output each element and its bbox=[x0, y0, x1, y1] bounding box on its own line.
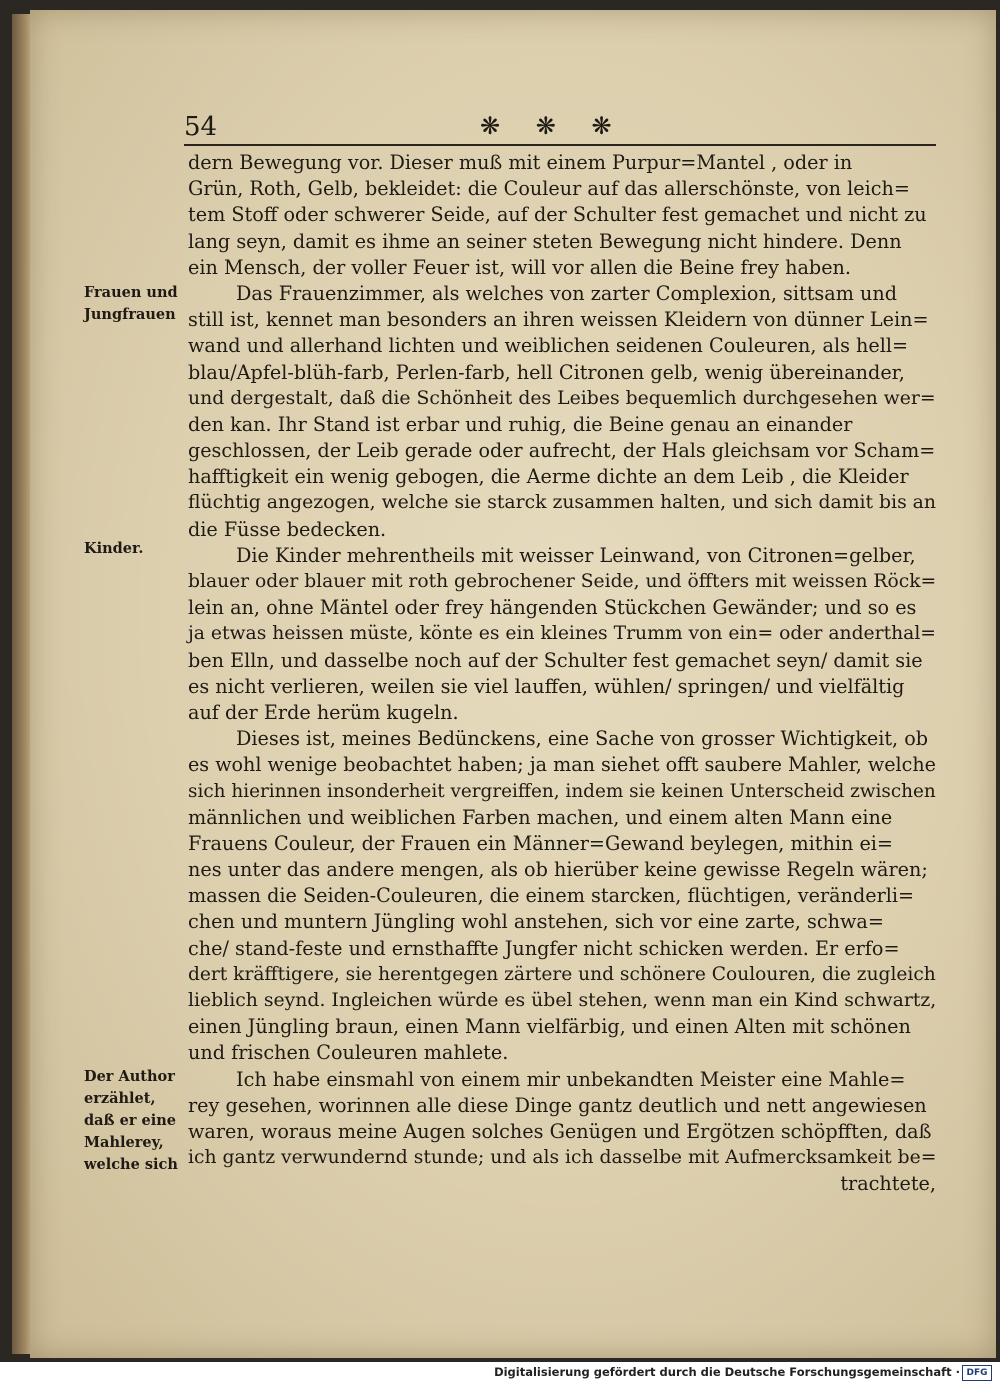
text-line: lang seyn, damit es ihme an seiner steten Bewegung nicht hindere. Denn bbox=[188, 229, 902, 253]
text-line: still ist, kennet man besonders an ihren weissen Kleidern von dünner Lein= bbox=[188, 308, 929, 332]
text-line: geschlossen, der Leib gerade oder aufrecht, der Hals gleichsam vor Scham= bbox=[188, 439, 936, 463]
text-line: chen und muntern Jüngling wohl anstehen, sich vor eine zarte, schwa= bbox=[188, 910, 884, 934]
text-line: ein Mensch, der voller Feuer ist, will vor allen die Beine frey haben. bbox=[188, 255, 852, 279]
margin-note-line: Jungfrauen bbox=[84, 306, 176, 323]
text-line: sich hierinnen insonderheit vergreiffen, indem sie keinen Unterscheid zwischen bbox=[188, 780, 936, 802]
text-line: und dergestalt, daß die Schönheit des Leibes bequemlich durchgesehen wer= bbox=[188, 387, 936, 409]
margin-note-line: Der Author bbox=[84, 1068, 175, 1085]
margin-note-frauen bbox=[84, 282, 184, 326]
header-ornaments: ❋ ❋ ❋ bbox=[480, 112, 626, 140]
text-line: lieblich seynd. Ingleichen würde es übel stehen, wenn man ein Kind schwartz, bbox=[188, 990, 937, 1011]
text-line: dern Bewegung vor. Dieser muß mit einem Purpur=Mantel , oder in bbox=[188, 151, 853, 174]
margin-note-line: Kinder. bbox=[84, 540, 144, 557]
text-line: hafftigkeit ein wenig gebogen, die Aerme dichte an dem Leib , die Kleider bbox=[188, 465, 909, 489]
text-line: blau/Apfel-blüh-farb, Perlen-farb, hell Citronen gelb, wenig übereinander, bbox=[188, 360, 905, 384]
text-line: Ich habe einsmahl von einem mir unbekandten Meister eine Mahle= bbox=[236, 1067, 906, 1091]
text-line: Die Kinder mehrentheils mit weisser Leinwand, von Citronen=gelber, bbox=[236, 543, 916, 567]
text-line: es nicht verlieren, weilen sie viel lauffen, wühlen/ springen/ und vielfältig bbox=[188, 674, 905, 698]
page-header bbox=[184, 112, 936, 146]
text-line: rey gesehen, worinnen alle diese Dinge gantz deutlich und nett angewiesen bbox=[188, 1093, 927, 1117]
text-line: waren, woraus meine Augen solches Genügen und Ergötzen schöpfften, daß bbox=[188, 1119, 932, 1143]
text-line: ben Elln, und dasselbe noch auf der Schulter fest gemachet seyn/ damit sie bbox=[188, 648, 923, 672]
text-line: ich gantz verwundernd stunde; und als ich dasselbe mit Aufmercksamkeit be= bbox=[188, 1147, 937, 1169]
margin-note-line: erzählet, bbox=[84, 1090, 156, 1107]
text-line: Grün, Roth, Gelb, bekleidet: die Couleur auf das allerschönste, von leich= bbox=[188, 177, 910, 201]
page-number: 54 bbox=[184, 112, 218, 142]
text-line: tem Stoff oder schwerer Seide, auf der Schulter fest gemachet und nicht zu bbox=[188, 203, 927, 227]
text-line: es wohl wenige beobachtet haben; ja man siehet offt saubere Mahler, welche bbox=[188, 753, 936, 777]
funding-notice: Digitalisierung gefördert durch die Deutsche Forschungsgemeinschaft · bbox=[494, 1365, 960, 1379]
text-line: Das Frauenzimmer, als welches von zarter Complexion, sittsam und bbox=[236, 281, 898, 305]
text-line: männlichen und weiblichen Farben machen, und einem alten Mann eine bbox=[188, 805, 893, 829]
margin-note-author bbox=[84, 1066, 184, 1176]
text-line: ja etwas heissen müste, könte es ein kleines Trumm von ein= oder anderthal= bbox=[188, 623, 936, 645]
text-line: blauer oder blauer mit roth gebrochener Seide, und öffters mit weissen Röck= bbox=[188, 571, 937, 592]
margin-note-line: welche sich bbox=[84, 1156, 178, 1173]
text-line: trachtete, bbox=[840, 1172, 936, 1196]
text-line: Frauens Couleur, der Frauen ein Männer=Gewand beylegen, mithin ei= bbox=[188, 831, 894, 855]
text-line: einen Jüngling braun, einen Mann vielfärbig, und einen Alten mit schönen bbox=[188, 1015, 911, 1039]
text-line: die Füsse bedecken. bbox=[188, 517, 387, 541]
footer-bar bbox=[0, 1362, 1000, 1383]
margin-note-line: Frauen und bbox=[84, 284, 178, 301]
text-line: wand und allerhand lichten und weiblichen seidenen Couleuren, als hell= bbox=[188, 334, 909, 358]
margin-note-kinder bbox=[84, 538, 184, 560]
text-line: nes unter das andere mengen, als ob hierüber keine gewisse Regeln wären; bbox=[188, 858, 928, 882]
text-line: Dieses ist, meines Bedünckens, eine Sache von grosser Wichtigkeit, ob bbox=[236, 727, 929, 751]
text-line: che/ stand-feste und ernsthaffte Jungfer nicht schicken werden. Er erfo= bbox=[188, 936, 900, 960]
margin-note-line: Mahlerey, bbox=[84, 1134, 164, 1151]
text-line: lein an, ohne Mäntel oder frey hängenden Stückchen Gewänder; und so es bbox=[188, 596, 917, 620]
text-line: und frischen Couleuren mahlete. bbox=[188, 1041, 509, 1065]
dfg-logo: DFG bbox=[962, 1365, 992, 1381]
text-line: massen die Seiden-Couleuren, die einem starcken, flüchtigen, veränderli= bbox=[188, 884, 915, 908]
text-line: auf der Erde herüm kugeln. bbox=[188, 700, 459, 724]
margin-note-line: daß er eine bbox=[84, 1112, 177, 1129]
text-line: den kan. Ihr Stand ist erbar und ruhig, die Beine genau an einander bbox=[188, 412, 853, 436]
text-line: dert kräfftigere, sie herentgegen zärtere und schönere Coulouren, die zugleich bbox=[188, 963, 936, 985]
body-text bbox=[188, 150, 936, 1198]
text-line: flüchtig angezogen, welche sie starck zusammen halten, und sich damit bis an bbox=[188, 492, 936, 514]
header-rule bbox=[184, 144, 936, 146]
